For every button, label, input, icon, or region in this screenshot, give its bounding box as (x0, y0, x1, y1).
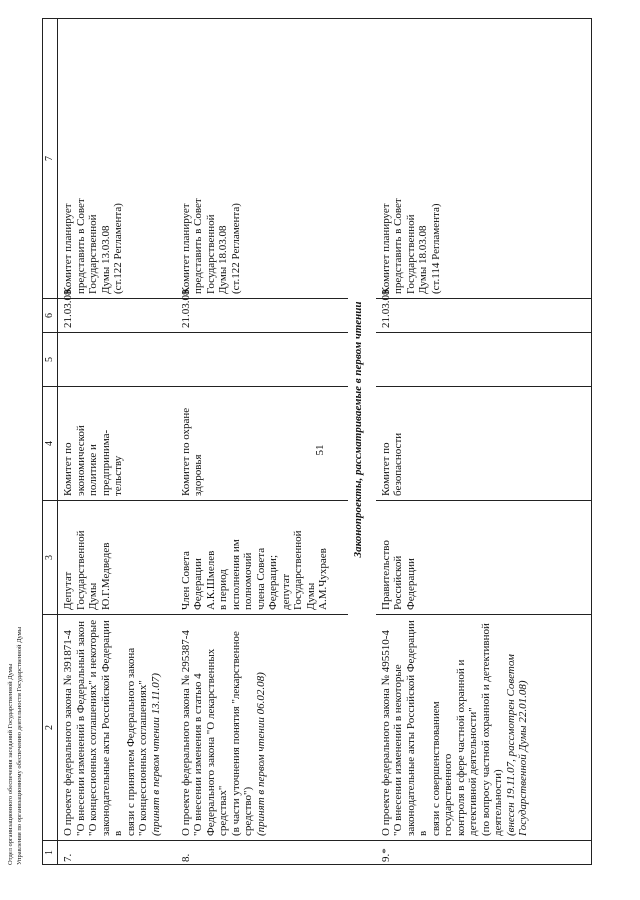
bill-author (176, 501, 348, 615)
rotated-page (6, 21, 596, 891)
bill-note: (принят в первом чтении 06.02.08) (254, 672, 267, 836)
bill-title-line: контроля в сфере частной охранной и (454, 659, 467, 836)
bill-date: 21.03.08 (58, 299, 176, 333)
bill-author (58, 501, 176, 615)
bill-date: 21.03.08 (376, 299, 592, 333)
author-line: члена Совета (254, 547, 267, 610)
footer-line: Управления по организационному обеспечению деятельности Государственной Думы (16, 626, 23, 865)
bill-title-line: законодательные акты Российской Федерации в (404, 620, 430, 836)
committee-line: предпринима- (99, 429, 112, 496)
status-line: Комитет планирует (379, 203, 392, 294)
section-row (348, 19, 376, 865)
author-line: полномочий (242, 552, 254, 610)
committee-line: политике и (87, 444, 99, 496)
table-row (58, 19, 176, 865)
author-line: Ю.Г.Медведев (99, 542, 112, 610)
bill-title-line: О проекте федерального закона № 295387-4 (179, 630, 192, 836)
status-line: (ст.114 Регламента) (429, 203, 442, 294)
bill-note: (принят в первом чтении 13.11.07) (149, 673, 162, 836)
page-number: 51 (314, 444, 326, 456)
bill-title-line: "О внесении изменений в Федеральный закон (74, 621, 87, 836)
bill-status (176, 19, 348, 299)
author-line: в период (217, 569, 229, 610)
author-line: Депутат (62, 571, 74, 610)
bill-title-line: О проекте федерального закона № 495510-4 (379, 630, 392, 836)
bill-title-line: "О внесении изменения в статью 4 (192, 673, 204, 836)
bill-title-line: (по вопросу частной охранной и детективной (479, 623, 492, 836)
status-line: представить в Совет (192, 198, 204, 294)
column-header: 7 (43, 19, 58, 299)
bill-committee (176, 387, 348, 501)
status-line: (ст.122 Регламента) (229, 203, 242, 294)
status-line: Комитет планирует (179, 203, 192, 294)
footer-line: Отдел организационного обеспечения заседаний Государственной Думы (7, 663, 14, 865)
table-row (376, 19, 592, 865)
author-line: Государственной (74, 530, 87, 610)
status-line: Государственной (87, 214, 99, 294)
bill-title-line: связи с принятием Федерального закона (124, 647, 137, 836)
bill-title (58, 615, 176, 841)
bill-col5 (58, 333, 176, 387)
committee-line: Комитет по охране (179, 407, 192, 496)
column-header: 4 (43, 387, 58, 501)
committee-line: безопасности (392, 432, 405, 496)
bill-title-line: "О концессионных соглашениях" (137, 680, 149, 836)
section-heading: Законопроекты, рассматриваемые в первом чтении (348, 19, 376, 841)
author-line: Федерации (404, 558, 417, 610)
author-line: А.М.Чухраев (317, 548, 329, 610)
row-number: 9.* (376, 841, 592, 865)
status-line: Государственной (204, 214, 217, 294)
footer (6, 65, 42, 865)
bills-table (42, 18, 592, 865)
table-row (176, 19, 348, 865)
bill-title-line: Федерального закона "О лекарственных (204, 648, 217, 836)
column-header: 3 (43, 501, 58, 615)
bill-date: 21.03.08 (176, 299, 348, 333)
author-line: Государственной (292, 530, 304, 610)
committee-line: Комитет по (62, 442, 74, 496)
status-line: Думы 18.03.08 (217, 225, 229, 294)
bill-title-line: "О концессионных соглашениях" и некоторые (87, 619, 99, 836)
status-line: представить в Совет (392, 198, 405, 294)
column-header: 2 (43, 615, 58, 841)
committee-line: тельству (112, 455, 124, 496)
status-line: представить в Совет (74, 198, 87, 294)
status-line: (ст.122 Регламента) (112, 203, 124, 294)
bill-title-line: (в части уточнения понятия "лекарственное (229, 631, 242, 836)
author-line: Федерации; (267, 554, 279, 610)
bill-title (176, 615, 348, 841)
author-line: Российской (392, 555, 405, 610)
bill-title-line: связи с совершенствованием государственного (429, 701, 455, 836)
header-row (43, 19, 58, 865)
status-line: Государственной (404, 214, 417, 294)
author-line: А.К.Шмелев (204, 550, 217, 610)
author-line: Член Совета (179, 551, 192, 610)
bill-title (376, 615, 592, 841)
committee-line: экономической (74, 425, 87, 496)
bill-title-line: средство") (242, 786, 254, 836)
author-line: исполнения им (229, 539, 242, 610)
bill-title-line: средствах" (217, 785, 229, 836)
bill-status (376, 19, 592, 299)
author-line: Думы (304, 582, 317, 610)
status-line: Комитет планирует (62, 203, 74, 294)
bill-title-line: детективной деятельности" (467, 707, 480, 836)
status-line: Думы 13.03.08 (99, 225, 112, 294)
bill-col5 (376, 333, 592, 387)
committee-line: здоровья (192, 454, 204, 496)
bill-title-line: О проекте федерального закона № 391871-4 (62, 630, 74, 836)
bill-committee (376, 387, 592, 501)
bill-note: Государственной Думы 22.01.08) (517, 680, 530, 836)
author-line: Думы (87, 582, 99, 610)
author-line: депутат (279, 573, 292, 610)
bill-title-line: деятельности) (492, 769, 505, 836)
column-header: 6 (43, 299, 58, 333)
column-header: 5 (43, 333, 58, 387)
row-number: 8. (176, 841, 348, 865)
bill-status (58, 19, 176, 299)
bill-author (376, 501, 592, 615)
bill-title-line: "О внесении изменений в некоторые (392, 664, 405, 836)
bill-col5 (176, 333, 348, 387)
bill-committee (58, 387, 176, 501)
bill-title-line: законодательные акты Российской Федерации в (99, 620, 124, 836)
author-line: Федерации (192, 558, 204, 610)
bill-note: (внесен 19.11.07, рассмотрен Советом (504, 654, 517, 836)
row-number: 7. (58, 841, 176, 865)
status-line: Думы 18.03.08 (417, 225, 430, 294)
column-header: 1 (43, 841, 58, 865)
committee-line: Комитет по (379, 442, 392, 496)
author-line: Правительство (379, 540, 392, 610)
